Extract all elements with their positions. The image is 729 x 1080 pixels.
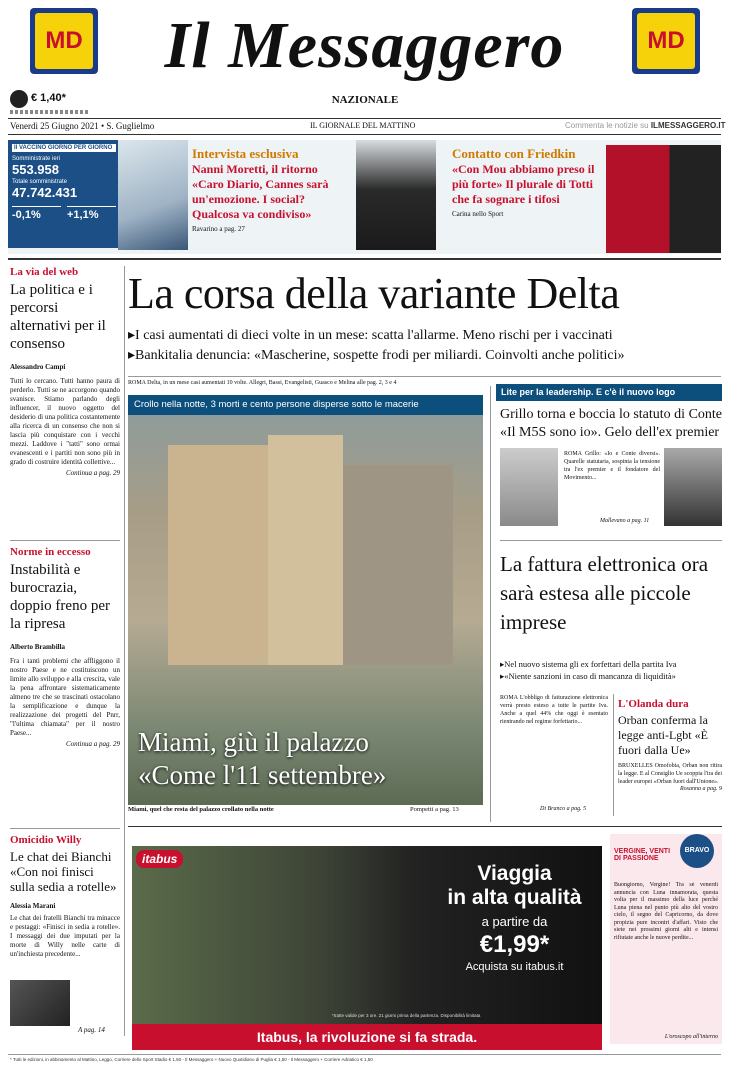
moretti-photo xyxy=(356,140,436,250)
masthead-title: Il Messaggero xyxy=(164,9,565,82)
main-headline[interactable]: La corsa della variante Delta xyxy=(128,269,620,318)
fattura-body: ROMA L'obbligo di fatturazione elettronica verrà presto esteso a tutte le partite Iva. Anche a quel 44% che oggi è esentato rientrando nel regime forfettario... xyxy=(500,695,608,725)
totti-story[interactable]: Contatto con Friedkin «Con Mou abbiamo preso il più forte» Il plurale di Totti che fa sognare i tifosi Carina nello Sport xyxy=(452,146,595,218)
grillo-body: ROMA Grillo: «Io e Conte diversi». Quarelle statutaria, sospinta la tensione tra l'ex premier e il fondatore del Movimento... xyxy=(564,451,660,481)
photo-banner: Crollo nella notte, 3 morti e cento persone disperse sotto le macerie xyxy=(128,395,483,415)
edition-label: NAZIONALE xyxy=(331,94,399,106)
left-article-2[interactable]: Norme in eccesso Instabilità e burocrazia, doppio freno per la ripresa Alberto Brambilla Fra i tanti problemi che affliggono il nostro Paese e ne costituiscono un limite allo sviluppo e alla crescita, vale la pena affrontare sistematicamente almeno tre che se trascinati ostacolano la semplificazione e dunque la realizzazione dei progetti del Pnrr, "l'ultima chiamata" per il nostro Paese... Continua a pag. 29 xyxy=(10,546,120,748)
bullet-1: ▸I casi aumentati di dieci volte in un mese: scatta l'allarme. Meno rischi per i vaccinati xyxy=(128,328,613,343)
fattura-ref: Di Branco a pag. 5 xyxy=(540,806,587,812)
horoscope-box[interactable]: BRAVO VERGINE, VENTI DI PASSIONE Buongiorno, Vergine! Tra sé venerdì annuncia con Luna innamorata, questa volta per il massimo della luce perché Luna piena nel punto più alto del vostro cielo, il segno del Capricorno, da dove propizia pure incontri d'affari. Visto che siete nei prossimi giorni alti e intensi rifiutate anche le nuove perdite... L'oroscopo all'interno xyxy=(610,834,722,1044)
md-badge-right: MD xyxy=(632,8,700,74)
grillo-headline[interactable]: Grillo torna e boccia lo statuto di Conte «Il M5S sono io». Gelo dell'ex premier xyxy=(500,407,723,440)
footer-fineprint: * Tutti le edizioni, in abbinamento al Mattino, Leggo, Corriere dello Sport Stadio € 1,50 - Il Messaggero + Nuovo Quotidiano di Puglia € 1,50 - Il Messaggero + Corriere Adriatico € 1,50 xyxy=(10,1057,373,1062)
itabus-logo: itabus xyxy=(136,850,183,868)
commenta-link[interactable]: Commenta le notizie su ILMESSAGGERO.IT xyxy=(565,121,726,130)
left-article-3-ref: A pag. 14 xyxy=(78,1026,105,1034)
bullet-2: ▸Bankitalia denuncia: «Mascherine, sospette frodi per miliardi. Coinvolti anche politici» xyxy=(128,348,625,363)
willy-photo xyxy=(10,980,70,1026)
orban-article[interactable]: L'Olanda dura Orban conferma la legge anti-Lgbt «È fuori dalla Ue» BRUXELLES Omofobia, Orban non ritira la legge. E al Consiglio Ue scoppia l'ira dei leader europei «Orban fuori dall'Unione». Rosanna a pag. 9 xyxy=(618,698,722,792)
grillo-banner: Lite per la leadership. E c'è il nuovo logo xyxy=(496,384,722,401)
vaccine-photo xyxy=(118,140,188,250)
main-byline: ROMA Delta, in un mese casi aumentati 10 volte. Allegri, Bassi, Evangelisti, Guasco e Melina alle pag. 2, 3 e 4 xyxy=(128,380,397,386)
grillo-photo xyxy=(500,448,558,526)
left-article-3[interactable]: Omicidio Willy Le chat dei Bianchi «Con noi finisci sulla sedia a rotelle» Alessia Marani Le chat dei fratelli Bianchi tra minacce e pestaggi: «Finisci in sedia a rotelle». I messaggi dei due imputati per la morte di Willy nelle carte di un'inchiesta precedente... xyxy=(10,834,120,958)
itabus-slogan: Itabus, la rivoluzione si fa strada. xyxy=(132,1024,602,1050)
conte-photo xyxy=(664,448,722,526)
grillo-ref: Mallevano a pag. 11 xyxy=(600,518,650,524)
photo-caption: Miami, quel che resta del palazzo crollato nella notte xyxy=(128,806,274,813)
fine-print-bar xyxy=(10,110,90,114)
itabus-ad[interactable]: itabus Viaggia in alta qualità a partire da €1,99* Acquista su itabus.it *tratte valide per 3 ore. 21 giorni prima della partenza. Disponibilità limitata xyxy=(132,846,602,1024)
date-line: Venerdì 25 Giugno 2021 • S. Guglielmo xyxy=(10,121,155,131)
left-article-1[interactable]: La via del web La politica e i percorsi alternativi per il consenso Alessandro Campi Tutti lo cercano. Tutti hanno paura di perderlo. Tutti se ne accorgono quando svanisce. Stiamo parlando degli influencer, il nuovo oggetto del desiderio di una politica costantemente alla ricerca di un consenso che non si lascia più conquistare con i vecchi mezzi. Laddove i "tatti" sono ormai evanescenti e i partiti non sono più in grado di costruire identità collettive... Continua a pag. 29 xyxy=(10,266,120,477)
photo-ref: Pompetti a pag. 13 xyxy=(410,806,459,813)
main-bullets xyxy=(128,326,723,366)
fattura-bullets: ▸Nel nuovo sistema gli ex forfettari della partita Iva ▸«Niente sanzioni in caso di mancanza di liquidità» xyxy=(500,659,677,681)
fattura-headline[interactable]: La fattura elettronica ora sarà estesa alle piccole imprese xyxy=(500,552,709,634)
price-label: € 1,40* xyxy=(31,92,66,104)
totti-photo xyxy=(606,145,721,253)
covid-box: Il VACCINO GIORNO PER GIORNO Somministrate ieri 553.958 Totale somministrate 47.742.431 -0,1% +1,1% xyxy=(8,140,120,248)
miami-headline[interactable]: Miami, giù il palazzo «Come l'11 settembre» xyxy=(138,727,387,790)
circle-logo-icon xyxy=(10,90,28,108)
md-badge-left: MD xyxy=(30,8,98,74)
moretti-story[interactable]: Intervista esclusiva Nanni Moretti, il ritorno «Caro Diario, Cannes sarà un'emozione. I social? Qualcosa va condiviso» Ravarino a pag. 27 xyxy=(192,146,329,233)
bravo-badge: BRAVO xyxy=(680,834,714,868)
slogan: IL GIORNALE DEL MATTINO xyxy=(310,121,416,130)
